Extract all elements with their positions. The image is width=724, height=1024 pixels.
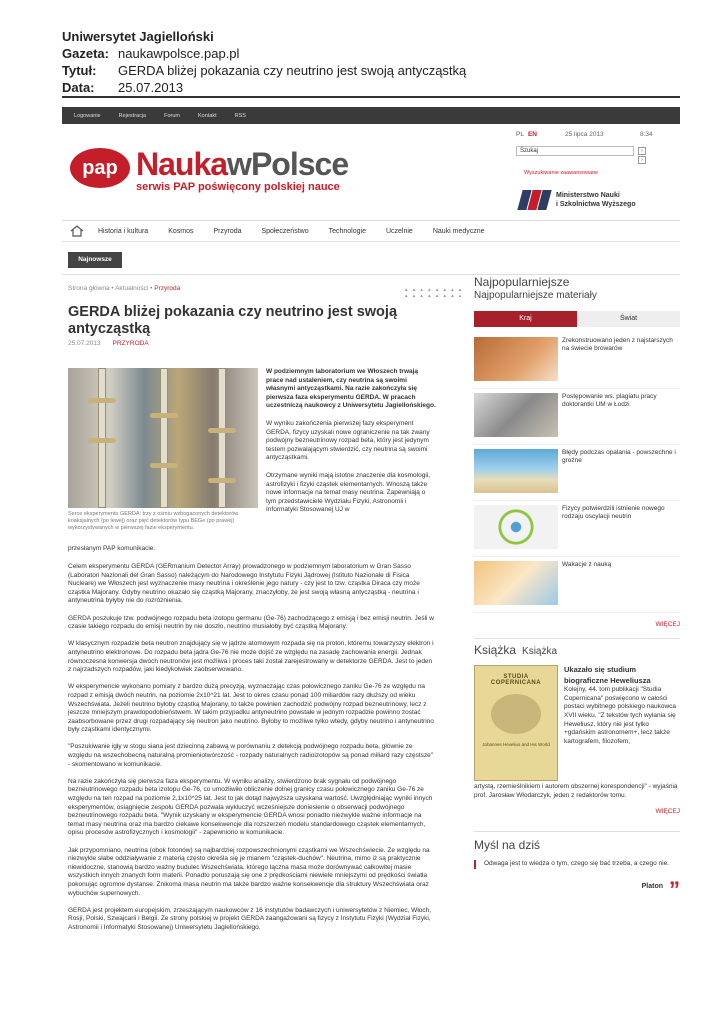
article-title: GERDA bliżej pokazania czy neutrino jest swoją antycząstką [68,304,398,337]
topbar-link-kontakt[interactable]: Kontakt [198,112,217,119]
nav-item-uczelnie[interactable]: Uczelnie [385,227,413,235]
popular-heading: Najpopularniejsze [474,275,570,289]
article-date: 25.07.2013 [68,340,101,347]
header-divider [62,96,680,98]
thumb-image [474,393,558,437]
ministry-line-1: Ministerstwo Nauki [556,192,620,199]
quote-mark-icon: ” [669,876,680,902]
current-time: 8:34 [640,131,653,138]
main-nav [62,220,680,242]
search-submit-icon[interactable]: › [638,156,646,164]
nav-item-historia[interactable]: Historia i kultura [98,227,149,235]
search-button-icon[interactable]: › [638,147,646,155]
nav-item-spoleczenstwo[interactable]: Społeczeństwo [261,227,309,235]
list-item-title[interactable]: Błędy podczas opalania - powszechne i groźne [562,449,676,464]
list-item[interactable] [474,501,680,557]
language-switch [516,131,537,138]
cover-title: STUDIA COPERNICANA [490,674,542,686]
topbar-link-rss[interactable]: RSS [234,112,246,119]
list-item-title[interactable]: Zrekonstruowano jeden z najstarszych na świecie browarów [562,337,673,352]
thumb-image [474,449,558,493]
thought-author: Platon [641,882,663,890]
list-item-title[interactable]: Postępowanie ws. plagiatu pracy doktorantki UM w Łodzi [562,393,657,408]
logo-w: w [227,146,251,182]
article-body [68,563,436,941]
list-item[interactable] [474,445,680,501]
paragraph-6: W eksperymencie wykonano pomiary z bardzo dużą precyzją, wyznaczając czas połowicznego zaniku Ge-76 ze względu na rozpad z emisją dwóch neutrin, na poziomie 2x10^21 lat. Jest to okres czasu ponad 100 miliardów razy dłuższy od wieku Wszechświata. Jeżeli neutrino byłoby cząstką Majorany, to także powinien zachodzić podwójny rozpad bezneutrinowy, lecz z jeszcze mniejszym prawdopodobieństwem. W takim przypadku antyneutrino powstałe w jednym rozpadzie powinno zostać zaabsorbowane przez drugi rozpadający się neutron jako neutrino. Byłoby to możliwe tylko wtedy, gdyby neutrino i antyneutrino były cząstkami identycznymi. [68,683,434,734]
data-value: 25.07.2013 [118,80,184,95]
book-text-continued: artystą, rzemieślnikiem i autorem obszernej korespondencji" - wyjaśnia prof. Jarosław Włodarczyk, jeden z redaktorów tomu. [474,783,678,799]
ministry-logo[interactable] [520,190,636,210]
book-text: Kolejny, 44. tom publikacji "Studia Copernicana" poświęcono w całości postaci wybitnego polskiego naukowca XVII wieku. "Z tekstów tych wyłania się Heweliusz, który nie jest tylko +gdańskim astronomem+, lecz także kartografem, filozofem, [564,686,677,745]
thought-heading: Myśl na dziś [474,831,680,852]
topbar-link-rejestracja[interactable]: Rejestracja [118,112,147,119]
document-header [62,28,682,96]
tab-kraj[interactable]: Kraj [474,311,577,327]
gazeta-value: naukawpolsce.pap.pl [118,46,240,61]
sidebar [474,275,680,902]
book-heading-alt: Książka [522,646,558,657]
lang-en[interactable]: EN [527,131,537,138]
photo-caption: Serce eksperymentu GERDA: trzy z ośmiu wzbogaconych detektorów koaksjalnych (po lewej) oraz pięć detektorów typu BEGe (po prawej) wykorzystywanych w pierwszej fazie eksperymentu. [68,511,239,531]
home-icon[interactable] [70,225,84,237]
gazeta-label: Gazeta: [62,46,109,61]
thumb-image [474,505,558,549]
najnowsze-button[interactable]: Najnowsze [68,252,122,268]
list-item-title[interactable]: Fizycy potwierdzili istnienie nowego rodzaju oscylacji neutrin [562,505,665,520]
list-item[interactable] [474,557,680,613]
article-lead [266,368,436,524]
paragraph-3: Celem eksperymentu GERDA (GERmanium Detector Array) prowadzonego w podziemnym laboratorium w Gran Sasso (Laboratori Nazionali del Gran Sasso) należącym do Narodowego Instytutu Fizyki Jądrowej (Istituto Nazionale di Fisica Nucleare) we Włoszech jest wyznaczenie masy neutrina i określenie jego natury - czy jest to tzw. cząstka Diraca czy może cząstka Majorany. Gdyby neutrino okazało się cząstką Majorany, znaczyłoby, że jest swoją własną antycząstką - neutrina i antyneutrina byłyby nie do rozróżnienia. [68,563,420,605]
crumb-category[interactable]: Przyroda [154,285,181,292]
paragraph-7: "Poszukiwanie igły w stogu siana jest dziecinną zabawą w porównaniu z detekcją podwójnego rozpadu beta, głównie ze względu na wszechobecną naturalną promieniotwórczość - rozpady naturalnych radioizotopów są ponad miliard razy częstsze" - skomentowano w komunikacie. [68,743,434,768]
thought-quote: Odwaga jest to wiedza o tym, czego się bać trzeba, a czego nie. [474,860,680,869]
popular-heading-alt: Najpopularniejsze materiały [474,290,597,301]
logo-subtitle: serwis PAP poświęcony polskiej nauce [136,181,340,193]
book-heading-main: Książka [474,643,517,657]
lead-paragraph: W podziemnym laboratorium we Włoszech trwają prace nad ustaleniem, czy neutrina są swoimi własnymi antycząstkami. Na razie zakończyła się pierwsza faza eksperymentu GERDA. W pracach uczestniczą naukowcy z Uniwersytetu Jagiellońskiego. [266,368,436,410]
article-category[interactable]: PRZYRODA [112,340,149,347]
paragraph-10: GERDA jest projektem europejskim, zrzeszającym naukowców z 16 instytutów badawczych i uniwersytetów z Niemiec, Włoch, Rosji, Polski, Szwajcarii i Belgii. Ze strony polskiej w projekt GERDA zaangażowani są fizycy z Instytutu Fizyki (Wydział Fizyki, Astronomii i Informatyki Stosowanej) Uniwersytetu Jagiellońskiego. [68,906,432,931]
lang-pl[interactable]: PL [516,131,524,138]
site-logo[interactable] [70,148,348,193]
crumb-home[interactable]: Strona główna [68,285,110,292]
paragraph-2: Otrzymane wyniki mają istotne znaczenie dla kosmologii, astrofizyki i fizyki cząstek elementarnych. Wnoszą także nowe informacje na temat masy neutrina. Zapewniają o tym przedstawiciele Wydziału Fizyki, Astronomii i Informatyki Stosowanej UJ w [266,471,431,514]
list-item-title[interactable]: Wakacje z nauką [562,561,612,568]
breadcrumb: Strona główna • Aktualności • Przyroda [68,285,181,292]
article-meta [68,340,149,347]
data-label: Data: [62,80,95,95]
paragraph-9: Jak przypomniano, neutrina (obok fotonów) są najbardziej rozpowszechnionymi cząstkami we Wszechświecie. Ze względu na niezwykle słabe oddziaływanie z materią często określa się je mianem "cząstek-duchów". Neutrina, mimo iż są praktycznie niewidoczne, stanowią bardzo ważny budulec Wszechświata, którego łączna masa może dorównywać całkowitej masie wszystkich innych znanych form materii. Ponadto poruszają się one z prędkościami niewiele mniejszymi od prędkości światła pokonując ogromne dystanse. Znikoma masa neutrin ma także bardzo ważne konsekwencje dla struktury Wszechświata oraz wybuchów supernowych. [68,846,430,897]
university-name: Uniwersytet Jagielloński [62,29,214,44]
list-item[interactable] [474,389,680,445]
nav-item-kosmos[interactable]: Kosmos [168,227,194,235]
book-cover[interactable] [474,665,558,781]
paragraph-1: W wyniku zakończenia pierwszej fazy eksperyment GERDA, fizycy uzyskali nowe ograniczenie na tak zwany podwójny bezneutrinowy rozpad beta, który jest jedynym testem pozwalającym stwierdzić, czy neutrina są swoimi antycząstkami. [266,419,430,462]
tytul-value: GERDA bliżej pokazania czy neutrino jest swoją antycząstką [118,63,467,78]
popular-tabs [474,311,680,327]
share-tools-icon[interactable]: ▲ ▲ ▲ ▲ ▲ ▲ ▲ ▲ ▲ ▲ ▲ ▲ ▲ ▲ ▲ ▲ [404,287,464,298]
thumb-image [474,337,558,381]
pap-logo-icon: pap [70,148,130,188]
ministry-emblem-icon [520,190,550,210]
search-input[interactable]: Szukaj [516,146,634,156]
ministry-line-2: i Szkolnictwa Wyższego [556,201,636,208]
thought-author-row [474,876,680,902]
list-item[interactable] [474,333,680,389]
book-heading [474,638,680,657]
more-link[interactable]: WIĘCEJ [655,621,680,628]
paragraph-8: Na razie zakończyła się pierwsza faza eksperymentu. W wyniku analizy, stwierdzono brak sygnału od podwójnego bezneutrinowego rozpadu beta izotopu Ge-76, co umożliwiło obliczenie dolnej granicy czasu połowicznego zaniku Ge-76 ze względu na ten rozpad na poziomie 2,1x10^25 lat. Jest to jak dotąd najwyższa uzyskana wartość. Uwzględniając wyniki innych eksperymentów, osiągnięcie zespołu GERDA pozwala wykluczyć wcześniejsze doniesienie o obserwacji podwójnego bezneutrinowego rozpadu beta. "Wynik uzyskany w eksperymencie GERDA wnosi ponadto niezwykle ważne informacje na temat masy neutrina oraz ma bardzo ciekawe konsekwencje dla rozszerzeń modelu standardowego cząstek elementarnych, opisu procesów astrofizycznych i kosmologii" - zapewniono w komunikacie. [68,777,433,837]
paragraph-5: W klasycznym rozpadzie beta neutron znajdujący się w jądrze atomowym rozpada się na proton, któremu towarzyszy elektron i antyneutrino elektronowe. Do rozpadu beta jądra Ge-76 nie może dojść ze względu na zasadę zachowania energii. Jednak równoczesna konwersja dwóch neutronów jest możliwa i proces taki został zarejestrowany w detektorze GERDA. Jest to jeden z najrzadszych rozpadów, jaki kiedykolwiek zaobserwowano. [68,640,434,674]
logo-nauka: Nauka [136,146,228,182]
article-continuation: przesłanym PAP komunikacie. [68,545,156,552]
nav-item-przyroda[interactable]: Przyroda [213,227,242,235]
book-headline[interactable]: Ukazało się studium biograficzne Heweliusza [564,665,651,685]
book-feature [474,665,680,781]
paragraph-4: GERDA poszukuje tzw. podwójnego rozpadu beta izotopu germanu (Ge-76) zachodzącego z emisją i bez emisji neutrin. Jeśli w czasie takiego rozpadu do emisji neutrin by nie doszło, neutrino musiałoby być cząstką Majorany. [68,614,434,631]
tab-swiat[interactable]: Świat [577,311,680,327]
cover-subtitle: Johannes Hevelius and His World [482,742,550,747]
nav-item-technologie[interactable]: Technologie [328,227,366,235]
tytul-label: Tytuł: [62,63,97,78]
thumb-image [474,561,558,605]
advanced-search-link[interactable]: Wyszukiwanie zaawansowane [524,170,599,176]
logo-polsce: Polsce [250,146,349,182]
current-date: 25 lipca 2013 [565,131,604,138]
topbar-link-forum[interactable]: Forum [164,112,181,119]
nav-item-nauki-medyczne[interactable]: Nauki medyczne [432,227,485,235]
article-photo [68,368,258,508]
crumb-news[interactable]: Aktualności [115,285,149,292]
more-link-book[interactable]: WIĘCEJ [655,808,680,816]
topbar-link-logowanie[interactable]: Logowanie [74,112,101,119]
cover-illustration [491,694,541,734]
top-bar [62,107,680,124]
